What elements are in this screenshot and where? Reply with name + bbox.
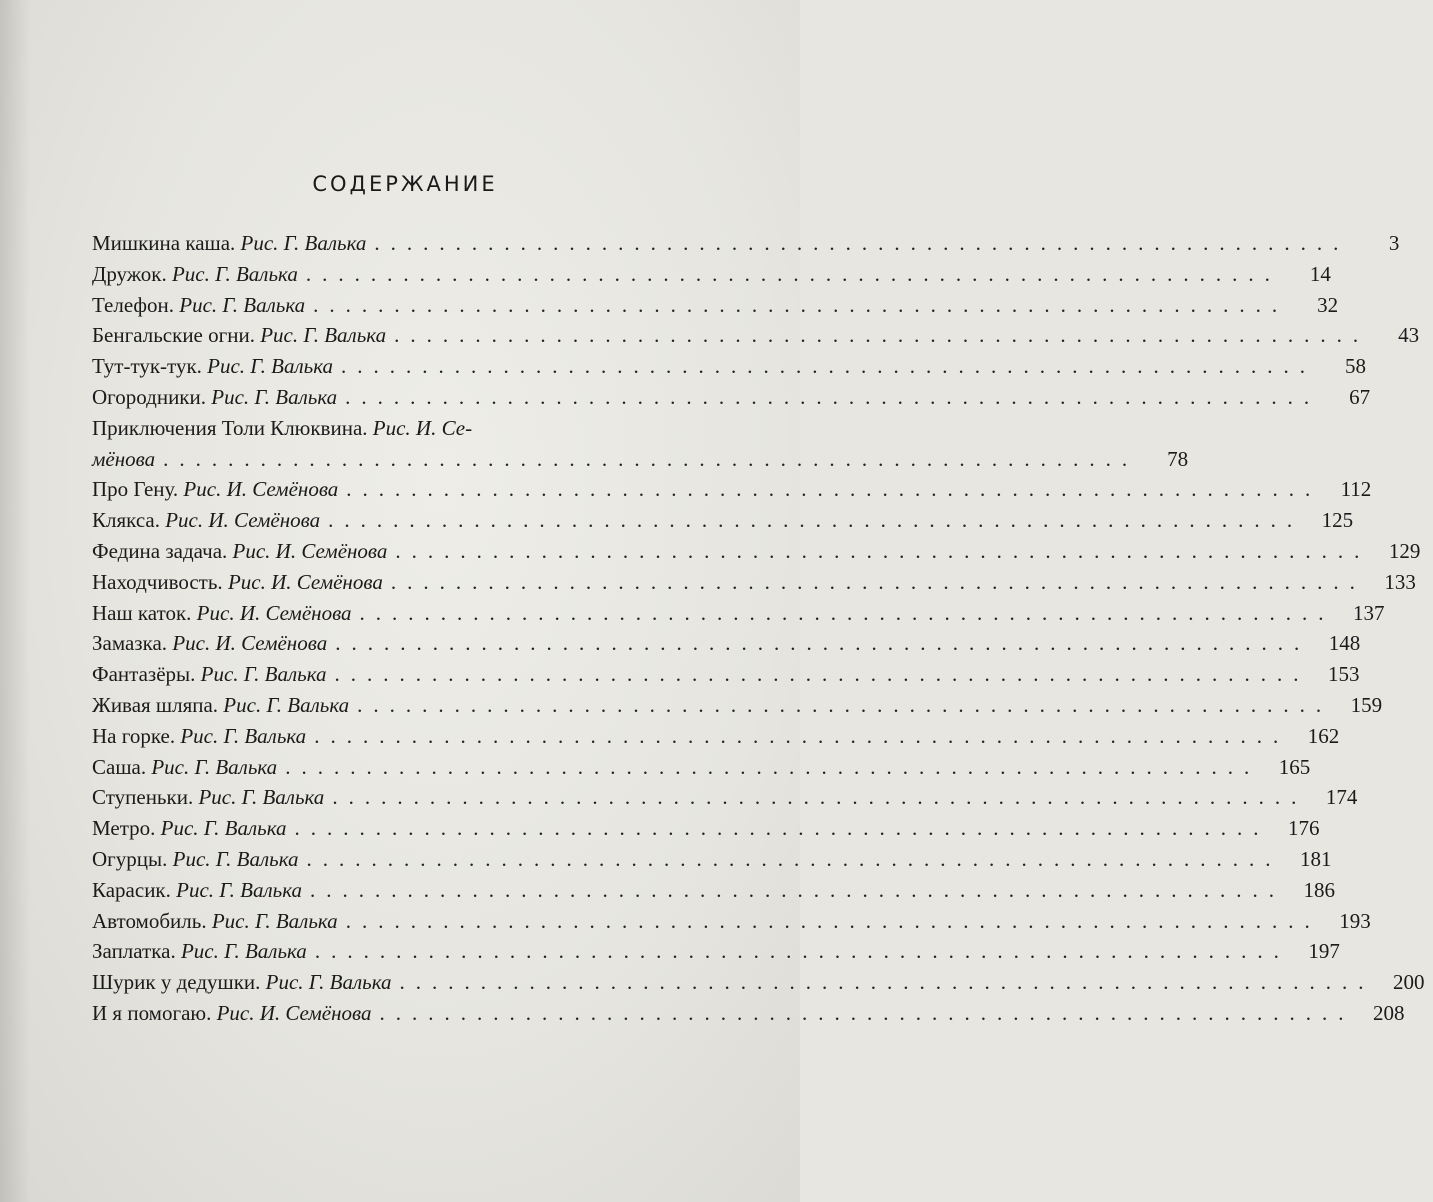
entry-credit: Рис. Г. Валька — [260, 323, 387, 348]
entry-page-number: 78 — [1167, 446, 1189, 471]
toc-entry — [92, 536, 1421, 567]
entry-title: Федина задача. — [92, 538, 228, 563]
entry-page-number: 125 — [1321, 508, 1354, 533]
entry-credit: Рис. И. Се- — [372, 415, 473, 440]
entry-page-number: 58 — [1345, 354, 1367, 379]
toc-entry — [92, 505, 1354, 536]
dot-leader: ............................................................ — [335, 631, 1311, 656]
toc-entry — [92, 659, 1360, 690]
dot-leader: ............................................................ — [294, 816, 1270, 841]
toc-entry — [92, 936, 1340, 967]
toc-entry — [92, 721, 1340, 752]
dot-leader: ............................................................ — [163, 446, 1139, 471]
entry-credit: Рис. Г. Валька — [179, 292, 306, 317]
entry-title: Огородники. — [92, 384, 207, 409]
entry-title: Живая шляпа. — [92, 692, 219, 717]
entry-credit: Рис. Г. Валька — [265, 970, 392, 995]
dot-leader: ............................................................ — [334, 662, 1310, 687]
entry-credit: Рис. И. Семёнова — [172, 631, 328, 656]
entry-page-number: 112 — [1340, 477, 1372, 502]
entry-page-number: 32 — [1317, 292, 1339, 317]
entry-title: Замазка. — [92, 631, 168, 656]
entry-credit-continuation: мёнова — [92, 446, 156, 471]
toc-entry — [92, 875, 1335, 906]
entry-credit: Рис. Г. Валька — [180, 723, 307, 748]
toc-entry — [92, 290, 1339, 321]
toc-entry — [92, 228, 1400, 259]
dot-leader: ............................................................ — [310, 877, 1285, 902]
entry-title: Шурик у дедушки. — [92, 970, 261, 995]
entry-title: И я помогаю. — [92, 1000, 212, 1025]
page-title: СОДЕРЖАНИЕ — [312, 172, 498, 196]
entry-page-number: 193 — [1339, 908, 1371, 933]
toc-entry — [92, 351, 1367, 382]
dot-leader: ............................................................ — [314, 723, 1290, 748]
toc-entry — [92, 598, 1385, 629]
entry-title: Метро. — [92, 816, 156, 841]
toc-entry — [92, 782, 1358, 813]
dot-leader: ............................................................ — [328, 508, 1304, 533]
entry-page-number: 14 — [1309, 261, 1331, 286]
entry-credit: Рис. И. Семёнова — [227, 569, 383, 594]
toc-entry — [92, 320, 1420, 351]
entry-title: На горке. — [92, 723, 176, 748]
entry-page-number: 181 — [1300, 846, 1332, 871]
dot-leader: ............................................................ — [395, 538, 1371, 563]
toc-entry — [92, 567, 1416, 598]
entry-title: Саша. — [92, 754, 147, 779]
toc-entry — [92, 844, 1332, 875]
entry-title: Клякса. — [92, 508, 160, 533]
dot-leader: ............................................................ — [399, 970, 1375, 995]
toc-entry — [92, 382, 1371, 413]
dot-leader: ............................................................ — [314, 939, 1290, 964]
entry-page-number: 208 — [1372, 1000, 1405, 1025]
entry-credit: Рис. Г. Валька — [240, 231, 367, 255]
entry-title: Заплатка. — [92, 939, 176, 964]
table-of-contents — [92, 228, 1425, 1029]
entry-credit: Рис. И. Семёнова — [165, 508, 321, 533]
toc-entry — [92, 628, 1361, 659]
entry-page-number: 148 — [1328, 631, 1361, 656]
entry-title: Наш каток. — [92, 600, 192, 625]
entry-page-number: 186 — [1303, 877, 1335, 902]
toc-entry — [92, 967, 1425, 998]
entry-title: Приключения Толи Клюквина. — [92, 415, 368, 440]
dot-leader: ............................................................ — [341, 354, 1317, 379]
dot-leader: ............................................................ — [345, 908, 1321, 933]
entry-page-number: 174 — [1325, 785, 1358, 810]
entry-credit: Рис. Г. Валька — [198, 785, 325, 810]
dot-leader: ............................................................ — [306, 846, 1282, 871]
entry-credit: Рис. И. Семёнова — [232, 538, 388, 563]
entry-title: Бенгальские огни. — [92, 323, 255, 348]
dot-leader: ............................................................ — [332, 785, 1308, 810]
entry-page-number: 3 — [1388, 231, 1400, 255]
entry-credit: Рис. Г. Валька — [211, 384, 338, 409]
dot-leader: ............................................................ — [357, 692, 1333, 717]
entry-page-number: 176 — [1288, 816, 1320, 841]
entry-credit: Рис. Г. Валька — [200, 662, 327, 687]
dot-leader: ............................................................ — [390, 569, 1366, 594]
dot-leader: ............................................................ — [313, 292, 1289, 317]
toc-entry — [92, 752, 1311, 783]
entry-title: Находчивость. — [92, 569, 223, 594]
dot-leader: ............................................................ — [379, 1000, 1355, 1025]
entry-page-number: 129 — [1388, 538, 1421, 563]
dot-leader: ............................................................ — [359, 600, 1335, 625]
entry-page-number: 137 — [1353, 600, 1385, 625]
entry-credit: Рис. Г. Валька — [180, 939, 307, 964]
entry-page-number: 153 — [1328, 662, 1360, 687]
toc-entry — [92, 906, 1371, 937]
dot-leader: ............................................................ — [346, 477, 1322, 502]
entry-credit: Рис. Г. Валька — [211, 908, 338, 933]
toc-entry — [92, 690, 1383, 721]
entry-credit: Рис. Г. Валька — [223, 692, 350, 717]
dot-leader: ............................................................ — [305, 261, 1281, 286]
entry-title: Ступеньки. — [92, 785, 194, 810]
toc-entry — [92, 259, 1331, 290]
entry-credit: Рис. Г. Валька — [172, 846, 299, 871]
toc-entry-wrapped — [92, 413, 1189, 475]
entry-title: Телефон. — [92, 292, 175, 317]
dot-leader: ............................................................ — [394, 323, 1370, 348]
entry-page-number: 67 — [1349, 384, 1371, 409]
entry-page-number: 197 — [1308, 939, 1340, 964]
entry-credit: Рис. Г. Валька — [171, 261, 298, 286]
entry-page-number: 200 — [1393, 970, 1425, 995]
entry-page-number: 133 — [1384, 569, 1416, 594]
entry-title: Тут-тук-тук. — [92, 354, 202, 379]
toc-entry — [92, 998, 1405, 1029]
entry-page-number: 43 — [1398, 323, 1420, 348]
toc-entry — [92, 813, 1320, 844]
entry-title: Про Гену. — [92, 477, 179, 502]
entry-title: Автомобиль. — [92, 908, 207, 933]
entry-credit: Рис. И. Семёнова — [196, 600, 352, 625]
entry-credit: Рис. Г. Валька — [207, 354, 334, 379]
entry-page-number: 159 — [1350, 692, 1383, 717]
entry-title: Карасик. — [92, 877, 171, 902]
entry-page-number: 162 — [1307, 723, 1340, 748]
entry-page-number: 165 — [1278, 754, 1311, 779]
toc-entry — [92, 474, 1372, 505]
entry-credit: Рис. Г. Валька — [151, 754, 278, 779]
dot-leader: ............................................................ — [374, 231, 1350, 255]
entry-title: Дружок. — [92, 261, 167, 286]
entry-credit: Рис. И. Семёнова — [216, 1000, 372, 1025]
entry-title: Фантазёры. — [92, 662, 196, 687]
entry-title: Мишкина каша. — [92, 231, 236, 255]
entry-credit: Рис. И. Семёнова — [183, 477, 339, 502]
entry-credit: Рис. Г. Валька — [160, 816, 287, 841]
dot-leader: ............................................................ — [345, 384, 1321, 409]
dot-leader: ............................................................ — [285, 754, 1261, 779]
entry-title: Огурцы. — [92, 846, 168, 871]
entry-credit: Рис. Г. Валька — [176, 877, 302, 902]
